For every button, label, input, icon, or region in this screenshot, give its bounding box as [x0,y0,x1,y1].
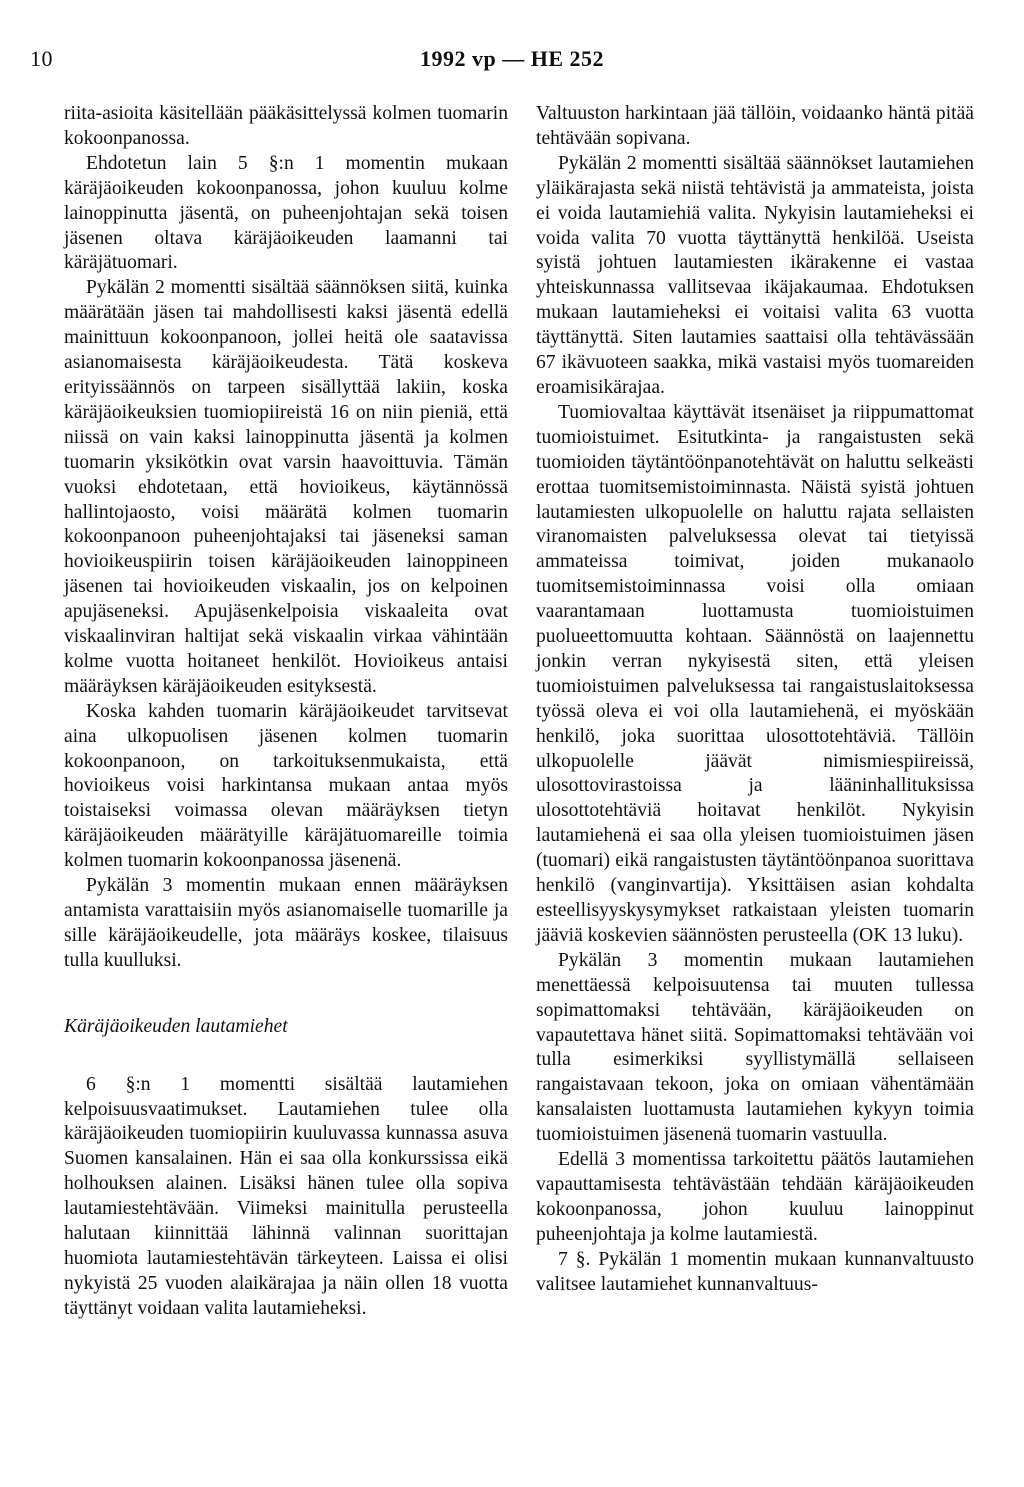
paragraph: Pykälän 2 momentti sisältää säännökset lautamiehen yläikärajasta sekä niistä tehtävistä ja ammateista, joista ei voida lautamiehiä valita. Nykyisin lautamieheksi ei voida valita 70 vuotta täyttänyttä henkilöä. Useista syistä johtuen lautamiesten ikärakenne ei vastaa yhteiskunnassa vallitsevaa ikäjakaumaa. Ehdotuksen mukaan lautamieheksi ei voitaisi valita 63 vuotta täyttänyttä. Siten lautamies saattaisi olla tehtävässään 67 ikävuoteen saakka, mikä vastaisi myös tuomareiden eroamisikärajaa. [536,152,974,398]
paragraph: Koska kahden tuomarin käräjäoikeudet tarvitsevat aina ulkopuolisen jäsenen kolmen tuomarin kokoonpanoon, on tarkoituksenmukaista, että hovioikeus voisi harkintansa mukaan antaa myös toistaiseksi voimassa olevan määräyksen tietyn käräjäoikeuden määrätyille käräjätuomareille toimia kolmen tuomarin kokoonpanossa jäsenenä. [64,700,508,872]
paragraph: Tuomiovaltaa käyttävät itsenäiset ja riippumattomat tuomioistuimet. Esitutkinta- ja rangaistusten sekä tuomioiden täytäntöönpanotehtävät on haluttu selkeästi erottaa tuomitsemistoiminnasta. Näistä syistä johtuen lautamiesten ulkopuolelle on haluttu rajata sellaisten viranomaisten palveluksessa olevat tai tietyissä ammateissa toimivat, joiden mukanaolo tuomitsemistoiminnassa voisi olla omiaan vaarantamaan luottamusta tuomioistuimen puolueettomuutta kohtaan. Säännöstä on laajennettu jonkin verran nykyisestä siten, että yleisen tuomioistuimen palveluksessa tai rangaistuslaitoksessa työssä oleva ei voi olla lautamiehenä, ei myöskään henkilö, joka suorittaa ulosottotehtäviä. Tällöin ulkopuolelle jäävät nimismiespiireissä, ulosottovirastoissa ja lääninhallituksissa ulosottotehtäviä hoitavat henkilöt. Nykyisin lautamiehenä ei saa olla yleisen tuomioistuimen jäsen (tuomari) eikä rangaistusten täytäntöönpanoa suorittava henkilö (vanginvartija). Yksittäisen asian kohdalta esteellisyyskysymykset ratkaistaan yleisten tuomarin jääviä koskevien säännösten perusteella (OK 13 luku). [536,401,974,946]
paragraph: 7 §. Pykälän 1 momentin mukaan kunnanvaltuusto valitsee lautamiehet kunnanvaltuus- [536,1248,974,1295]
right-column [536,102,974,1298]
paragraph: Valtuuston harkintaan jää tällöin, voidaanko häntä pitää tehtävään sopivana. [536,103,974,149]
page-number: 10 [30,46,53,71]
paragraph: Ehdotetun lain 5 §:n 1 momentin mukaan käräjäoikeuden kokoonpanossa, johon kuuluu kolme lainoppinutta jäsentä, on puheenjohtajan sekä toisen jäsenen oltava käräjäoikeuden laamanni tai käräjätuomari. [64,152,508,274]
paragraph: Pykälän 3 momentin mukaan lautamiehen menettäessä kelpoisuutensa tai muuten tullessa sopimattomaksi tehtävään, käräjäoikeuden on vapautettava hänet siitä. Sopimattomaksi tehtävään voi tulla esimerkiksi syyllistymällä sellaiseen rangaistavaan tekoon, joka on omiaan vähentämään kansalaisten luottamusta lautamiehen kykyyn toimia tuomioistuimen jäsenenä tuomarin vastuulla. [536,949,974,1146]
left-column [64,102,508,1322]
page-header [0,46,1024,76]
paragraph: Edellä 3 momentissa tarkoitettu päätös lautamiehen vapauttamisesta tehtävästään tehdään käräjäoikeuden kokoonpanossa, johon kuuluu lainoppinut puheenjohtaja ja kolme lautamiestä. [536,1149,974,1245]
document-reference: 1992 vp — HE 252 [419,46,605,71]
paragraph: Pykälän 2 momentti sisältää säännöksen siitä, kuinka määrätään jäsen tai mahdollisesti kaksi jäsentä edellä mainittuun kokoonpanoon, jollei heitä ole saatavissa asianomaisesta käräjäoikeudesta. Tätä koskeva erityissäännös on tarpeen sisällyttää lakiin, koska käräjäoikeuksien tuomiopiireistä 16 on niin pieniä, että niissä on vain kaksi lainoppinutta jäsentä ja kolmen tuomarin yksikötkin ovat varsin haavoittuvia. Tämän vuoksi ehdotetaan, että hovioikeus, käytännössä hallintojaosto, voisi määrätä kolmen tuomarin kokoonpanoon puheenjohtajaksi tai jäseneksi saman hovioikeuspiirin toisen käräjäoikeuden lainoppineen jäsenen tai hovioikeuden viskaalin, jos on kelpoinen apujäseneksi. Apujäsenkelpoisia viskaaleita ovat viskaalinviran haltijat sekä viskaalin virkaa vähintään kolme vuotta hoitaneet henkilöt. Hovioikeus antaisi määräyksen käräjäoikeuden esityksestä. [64,277,508,697]
paragraph: 6 §:n 1 momentti sisältää lautamiehen kelpoisuusvaatimukset. Lautamiehen tulee olla käräjäoikeuden tuomiopiirin kuuluvassa kunnassa asuva Suomen kansalainen. Hän ei saa olla konkurssissa eikä holhouksen alainen. Lisäksi hänen tulee olla sopiva lautamiestehtävään. Viimeksi mainitulla perusteella halutaan kiinnittää lähinnä valinnan suorittajan huomiota lautamiestehtävän tärkeyteen. Laissa ei olisi nykyistä 25 vuoden alaikärajaa ja näin ollen 18 vuotta täyttänyt voidaan valita lautamieheksi. [64,1073,508,1319]
paragraph: riita-asioita käsitellään pääkäsittelyssä kolmen tuomarin kokoonpanossa. [64,103,508,149]
paragraph: Pykälän 3 momentin mukaan ennen määräyksen antamista varattaisiin myös asianomaiselle tuomarille ja sille käräjäoikeudelle, jota määräys koskee, tilaisuus tulla kuulluksi. [64,875,508,971]
section-heading: Käräjäoikeuden lautamiehet [64,1015,288,1037]
